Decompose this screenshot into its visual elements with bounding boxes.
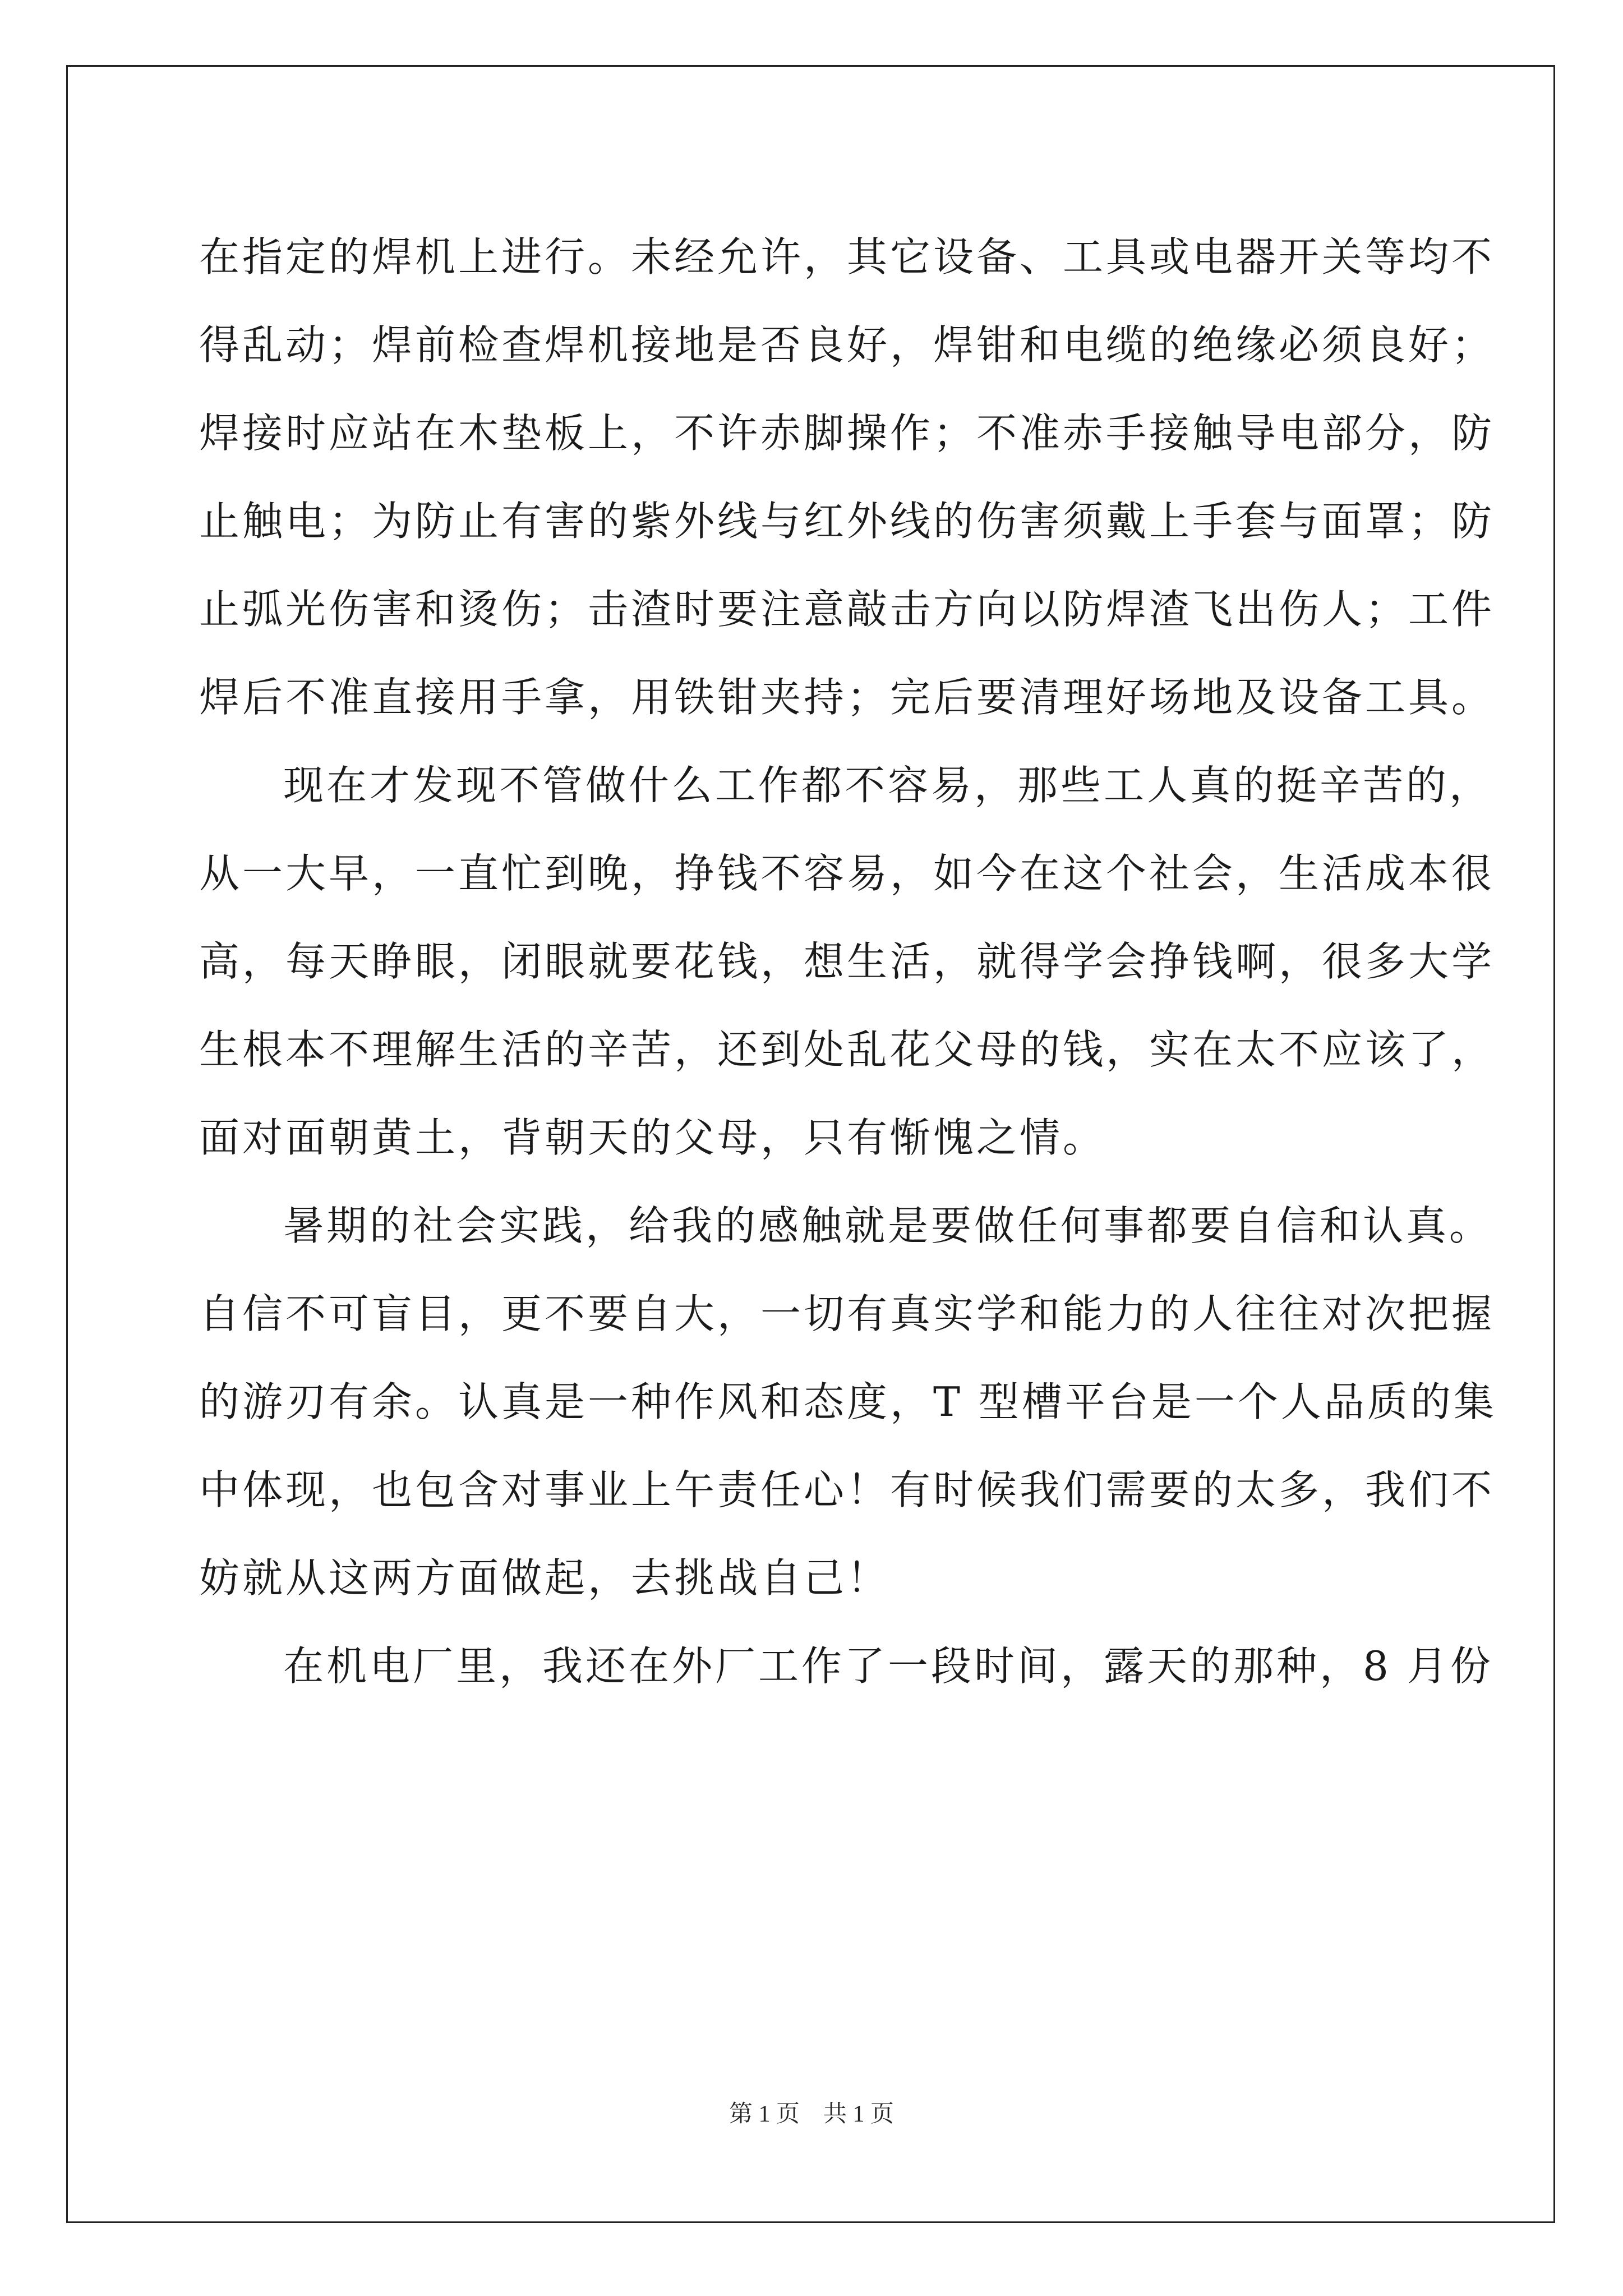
paragraph-first-line: 现在才发现不管做什么工作都不容易，那些工人真的挺辛苦的， <box>283 762 1493 809</box>
text-line: 中体现，也包含对事业上午责任心！有时候我们需要的太多，我们不 <box>199 1466 1495 1513</box>
text-line: 从一大早，一直忙到晚，挣钱不容易，如今在这个社会，生活成本很 <box>199 850 1495 897</box>
text-line: 止弧光伤害和烫伤；击渣时要注意敲击方向以防焊渣飞出伤人；工件 <box>199 586 1495 633</box>
text-line: 面对面朝黄土，背朝天的父母，只有惭愧之情。 <box>199 1114 1106 1161</box>
page-footer <box>0 2095 1623 2129</box>
paragraph-first-line: 暑期的社会实践，给我的感触就是要做任何事都要自信和认真。 <box>283 1202 1493 1249</box>
text-line: 的游刃有余。认真是一种作风和态度，T 型槽平台是一个人品质的集 <box>199 1378 1497 1425</box>
text-line: 高，每天睁眼，闭眼就要花钱，想生活，就得学会挣钱啊，很多大学 <box>199 938 1495 985</box>
page-total: 共 1 页 <box>823 2101 895 2127</box>
text-line: 自信不可盲目，更不要自大，一切有真实学和能力的人往往对次把握 <box>199 1290 1495 1337</box>
text-line: 得乱动；焊前检查焊机接地是否良好，焊钳和电缆的绝缘必须良好； <box>199 321 1495 369</box>
text-line: 焊接时应站在木垫板上，不许赤脚操作；不准赤手接触导电部分，防 <box>199 409 1495 457</box>
document-body <box>199 213 1497 1710</box>
text-line: 焊后不准直接用手拿，用铁钳夹持；完后要清理好场地及设备工具。 <box>199 674 1495 721</box>
text-line: 妨就从这两方面做起，去挑战自己！ <box>199 1554 891 1602</box>
text-line: 在指定的焊机上进行。未经允许，其它设备、工具或电器开关等均不 <box>199 233 1495 280</box>
paragraph-first-line: 在机电厂里，我还在外厂工作了一段时间，露天的那种，8 月份 <box>283 1642 1493 1690</box>
text-line: 生根本不理解生活的辛苦，还到处乱花父母的钱，实在太不应该了， <box>199 1026 1495 1073</box>
page-number: 第 1 页 <box>728 2101 800 2127</box>
text-line: 止触电；为防止有害的紫外线与红外线的伤害须戴上手套与面罩；防 <box>199 498 1495 545</box>
